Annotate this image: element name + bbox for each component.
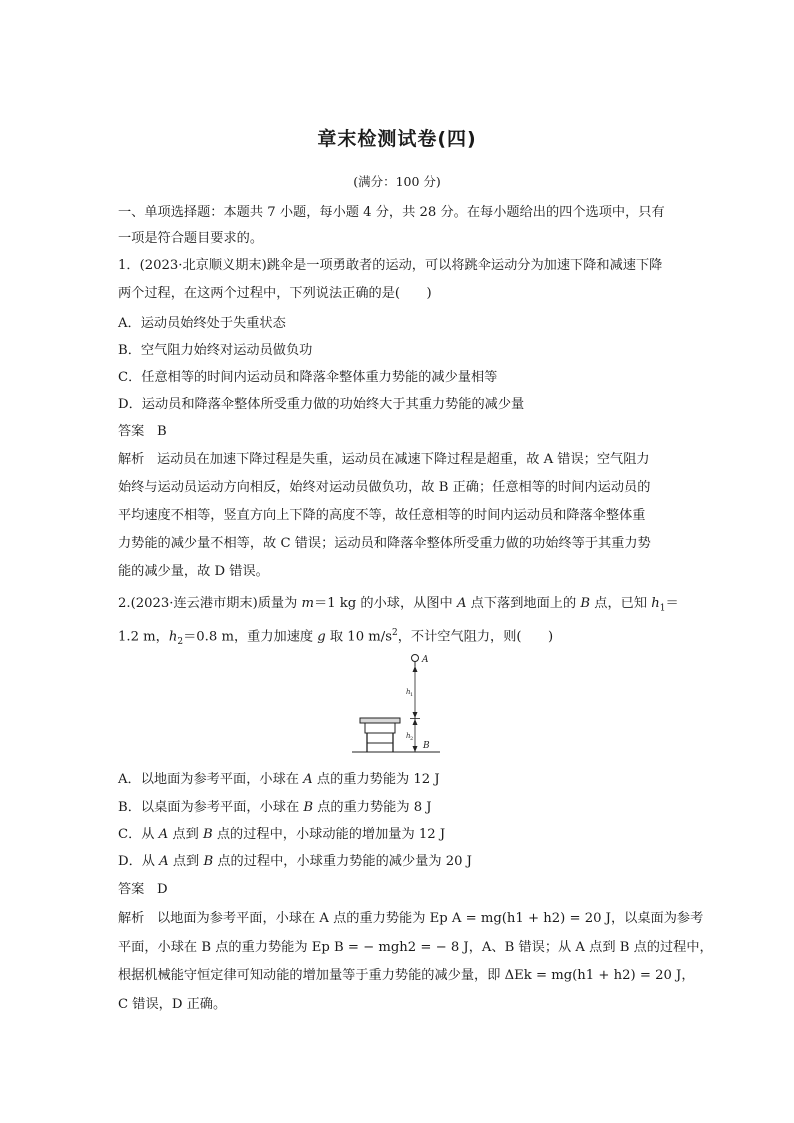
q2-stem-line-1 <box>118 595 679 618</box>
q1-answer <box>118 423 167 441</box>
q1-analysis-line-1 <box>118 451 650 469</box>
q1-analysis-line-3: 平均速度不相等，竖直方向上下降的高度不等，故任意相等的时间内运动员和降落伞整体重 <box>118 508 646 523</box>
var: A <box>303 772 313 787</box>
q1-analysis-line-5: 能的减少量，故 D 错误。 <box>118 564 269 579</box>
text: C．从 <box>118 827 159 842</box>
text: 点的过程中，小球重力势能的减少量为 20 J <box>213 854 472 869</box>
analysis-text: 以地面为参考平面，小球在 A 点的重力势能为 Ep A = mg(h1 + h2) = 20 J，以桌面为参考 <box>156 911 704 926</box>
var-m: m <box>301 596 315 611</box>
text: 1.2 m， <box>118 629 169 645</box>
text: ＝ <box>665 596 679 611</box>
var: A <box>158 827 169 842</box>
sub: 2 <box>177 637 184 648</box>
q1-stem-line-1: 1．(2023·北京顺义期末)跳伞是一项勇敢者的运动，可以将跳伞运动分为加速下降和减速下降 <box>118 258 663 273</box>
q2-analysis-line-1 <box>118 910 703 928</box>
q2-analysis-line-2: 平面，小球在 B 点的重力势能为 Ep B = − mgh2 = − 8 J，A、B 错误；从 A 点到 B 点的过程中， <box>118 940 713 955</box>
q2-option-a <box>118 771 440 789</box>
q2-analysis-line-4: C 错误，D 正确。 <box>118 997 227 1012</box>
text: D．从 <box>118 854 160 869</box>
q1-option-b: B．空气阻力始终对运动员做负功 <box>118 343 313 358</box>
q1-option-c: C．任意相等的时间内运动员和降落伞整体重力势能的减少量相等 <box>118 370 498 385</box>
label-B: B <box>423 741 430 751</box>
var-B: B <box>580 596 591 611</box>
text: ＝0.8 m，重力加速度 <box>183 629 318 645</box>
answer-value: D <box>156 882 168 897</box>
text: ，不计空气阻力，则( ) <box>397 629 554 645</box>
var: B <box>203 854 214 869</box>
arrow-up-h2 <box>413 719 418 725</box>
analysis-text: 运动员在加速下降过程是失重，运动员在减速下降过程是超重，故 A 错误；空气阻力 <box>156 452 650 467</box>
arrow-down-h2 <box>413 746 418 752</box>
var-h: h <box>651 596 660 611</box>
desk-ball-figure <box>350 652 450 764</box>
var-g: g <box>317 629 326 645</box>
text: 2.(2023·连云港市期末)质量为 <box>118 596 302 611</box>
q2-option-d <box>118 853 472 871</box>
text: 点到 <box>168 827 203 842</box>
text: 点的重力势能为 12 J <box>312 772 440 787</box>
sub: 1 <box>659 603 666 614</box>
answer-label: 答案 <box>118 424 145 439</box>
q2-answer <box>118 881 168 899</box>
text: 点的过程中，小球动能的增加量为 12 J <box>212 827 446 842</box>
var: B <box>202 827 213 842</box>
label-h2: h <box>406 732 411 740</box>
arrow-up-h1 <box>413 666 418 672</box>
full-score-note: (满分：100 分) <box>353 174 441 189</box>
text: 点下落到地面上的 <box>466 596 581 611</box>
q1-analysis-line-4: 力势能的减少量不相等，故 C 错误；运动员和降落伞整体所受重力做的功始终等于其重力势 <box>118 536 651 551</box>
text: A．以地面为参考平面，小球在 <box>118 772 304 787</box>
label-h1-sub: 1 <box>410 692 414 698</box>
text: 点的重力势能为 8 J <box>313 800 432 815</box>
q1-stem-line-2: 两个过程，在这两个过程中，下列说法正确的是( ) <box>118 286 432 301</box>
section-heading-line-2: 一项是符合题目要求的。 <box>118 231 264 246</box>
desk-drawer <box>365 723 395 733</box>
var: B <box>303 800 314 815</box>
text: ＝1 kg 的小球，从图中 <box>314 596 457 611</box>
q2-option-c <box>118 826 445 844</box>
q1-analysis-line-2: 始终与运动员运动方向相反，始终对运动员做负功，故 B 正确；任意相等的时间内运动员的 <box>118 480 651 495</box>
q2-stem-line-2 <box>118 624 553 651</box>
text: 点，已知 <box>590 596 652 611</box>
label-h1: h <box>406 688 411 696</box>
answer-label: 答案 <box>118 882 145 897</box>
sup: 2 <box>392 628 398 638</box>
var-h: h <box>168 629 178 645</box>
text: B．以桌面为参考平面，小球在 <box>118 800 304 815</box>
var: A <box>159 854 169 869</box>
analysis-label: 解析 <box>118 911 145 926</box>
var-A: A <box>456 596 467 611</box>
page-title: 章末检测试卷(四) <box>317 128 477 150</box>
q2-option-b <box>118 799 432 817</box>
text: 取 10 m/s <box>325 629 392 645</box>
desk-top <box>360 718 400 723</box>
ball <box>412 655 419 662</box>
text: 点到 <box>168 854 204 869</box>
q2-analysis-line-3: 根据机械能守恒定律可知动能的增加量等于重力势能的减少量，即 ΔEk = mg(h1 + h2) = 20 J， <box>118 968 695 983</box>
answer-value: B <box>156 424 167 439</box>
q1-option-d: D．运动员和降落伞整体所受重力做的功始终大于其重力势能的减少量 <box>118 397 525 412</box>
q1-option-a: A．运动员始终处于失重状态 <box>118 316 286 331</box>
section-heading-line-1: 一、单项选择题：本题共 7 小题，每小题 4 分，共 28 分。在每小题给出的四个选项中，只有 <box>118 205 665 220</box>
label-A: A <box>422 655 429 665</box>
arrow-down-h1 <box>413 712 418 718</box>
label-h2-sub: 2 <box>410 736 414 742</box>
analysis-label: 解析 <box>118 452 145 467</box>
